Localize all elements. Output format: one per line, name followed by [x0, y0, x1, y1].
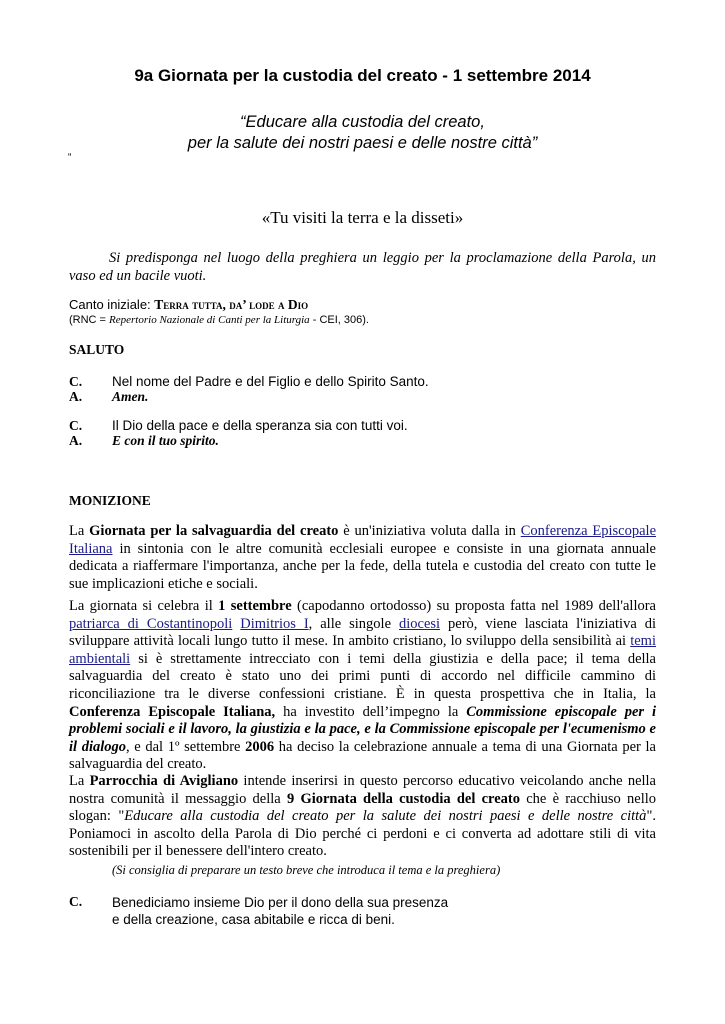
subtitle — [0, 112, 725, 154]
monizione-paragraph-3: La Parrocchia di Avigliano intende inserirsi in questo percorso educativo veicolando anche nella nostra comunità il messaggio della 9 Giornata della custodia del creato che è racchiuso nello slogan: "Educare alla custodia del creato per la salute dei nostri paesi e delle nostre città". Poniamoci in ascolto della Parola di Dio perché ci perdoni e ci converta ad adottare stili di vita sostenibili per il benessere dell'intero creato. — [69, 773, 657, 860]
saluto-c2 — [69, 418, 408, 434]
canto-title: Terra tutta, da’ lode a Dio — [154, 297, 309, 312]
celebrant-label: C. — [69, 894, 83, 909]
stray-quote-mark: “ — [68, 152, 72, 163]
rnc-suffix: - CEI, 306). — [309, 314, 369, 326]
giornata-bold: Giornata per la salvaguardia del creato — [89, 523, 339, 539]
rubric-note: (Si consiglia di preparare un testo breve che introduca il tema e la preghiera) — [112, 863, 501, 877]
assembly-text: E con il tuo spirito. — [112, 433, 219, 448]
blessing-text: Benediciamo insieme Dio per il dono della sua presenza e della creazione, casa abitabile e ricca di beni. — [112, 895, 449, 927]
intro-rubric: Si predisponga nel luogo della preghiera un leggio per la proclamazione della Parola, un vaso ed un bacile vuoti. — [69, 250, 656, 284]
saluto-c1 — [69, 374, 429, 390]
blessing-line — [69, 894, 448, 928]
link-patriarca[interactable]: patriarca di Costantinopoli — [69, 615, 233, 632]
link-diocesi[interactable]: diocesi — [398, 615, 441, 632]
rnc-reference — [69, 314, 369, 326]
page-title: 9a Giornata per la custodia del creato - 1 settembre 2014 — [134, 66, 591, 85]
link-conferenza-episcopale[interactable]: Conferenza Episcopale Italiana — [69, 523, 657, 557]
link-temi-ambientali[interactable]: temi ambientali — [69, 633, 656, 667]
monizione-paragraph-2: La giornata si celebra il 1 settembre (capodanno ortodosso) su proposta fatta nel 1989 dell'allora patriarca di Costantinopoli Dimitrios I, alle singole diocesi però, viene lasciata l'iniziativa di sviluppare attività locali lungo tutto il mese. In ambito cristiano, lo sviluppo della sensibilità ai temi ambientali si è strettamente intrecciato con i temi della giustizia e della pace; il tema della salvaguardia del creato è stato uno dei primi punti di accordo nel difficile cammino di riconciliazione tra le diverse confessioni cristiane. È in questa prospettiva che in Italia, la Conferenza Episcopale Italiana, ha investito dell’impegno la Commissione episcopale per i problemi sociali e il lavoro, la giustizia e la pace, e la Commissione episcopale per l'ecumenismo e il dialogo, e dal 1º settembre 2006 ha deciso la celebrazione annuale a tema di una Giornata per la salvaguardia del creato. — [69, 598, 657, 773]
assembly-label: A. — [69, 433, 83, 448]
celebrant-label: C. — [69, 374, 83, 389]
subtitle-line-1: “Educare alla custodia del creato, — [240, 113, 485, 131]
psalm-title: «Tu visiti la terra e la disseti» — [261, 208, 464, 227]
saluto-a2 — [69, 433, 219, 449]
saluto-a1 — [69, 389, 148, 405]
saluto-heading: SALUTO — [69, 342, 125, 357]
assembly-text: Amen. — [112, 389, 149, 404]
celebrant-text: Il Dio della pace e della speranza sia con tutti voi. — [112, 418, 408, 433]
link-dimitrios[interactable]: Dimitrios I — [240, 615, 309, 632]
celebrant-text: Nel nome del Padre e del Figlio e dello Spirito Santo. — [112, 374, 429, 389]
canto-label: Canto iniziale: — [69, 297, 155, 312]
celebrant-label: C. — [69, 418, 83, 433]
assembly-label: A. — [69, 389, 83, 404]
monizione-heading: MONIZIONE — [69, 493, 151, 508]
subtitle-line-2: per la salute dei nostri paesi e delle nostre città” — [187, 134, 538, 152]
monizione-paragraph-1: La Giornata per la salvaguardia del creato è un'iniziativa voluta dalla in Conferenza Episcopale Italiana in sintonia con le altre comunità ecclesiali europee e consiste in una giornata annuale dedicata a riaffermare l'importanza, anche per la fede, della tutela e custodia del creato con tutte le sue implicazioni etiche e sociali. — [69, 523, 657, 592]
canto-line — [69, 297, 308, 313]
rnc-source: Repertorio Nazionale di Canti per la Liturgia — [109, 314, 310, 326]
rnc-prefix: (RNC = — [69, 314, 110, 326]
